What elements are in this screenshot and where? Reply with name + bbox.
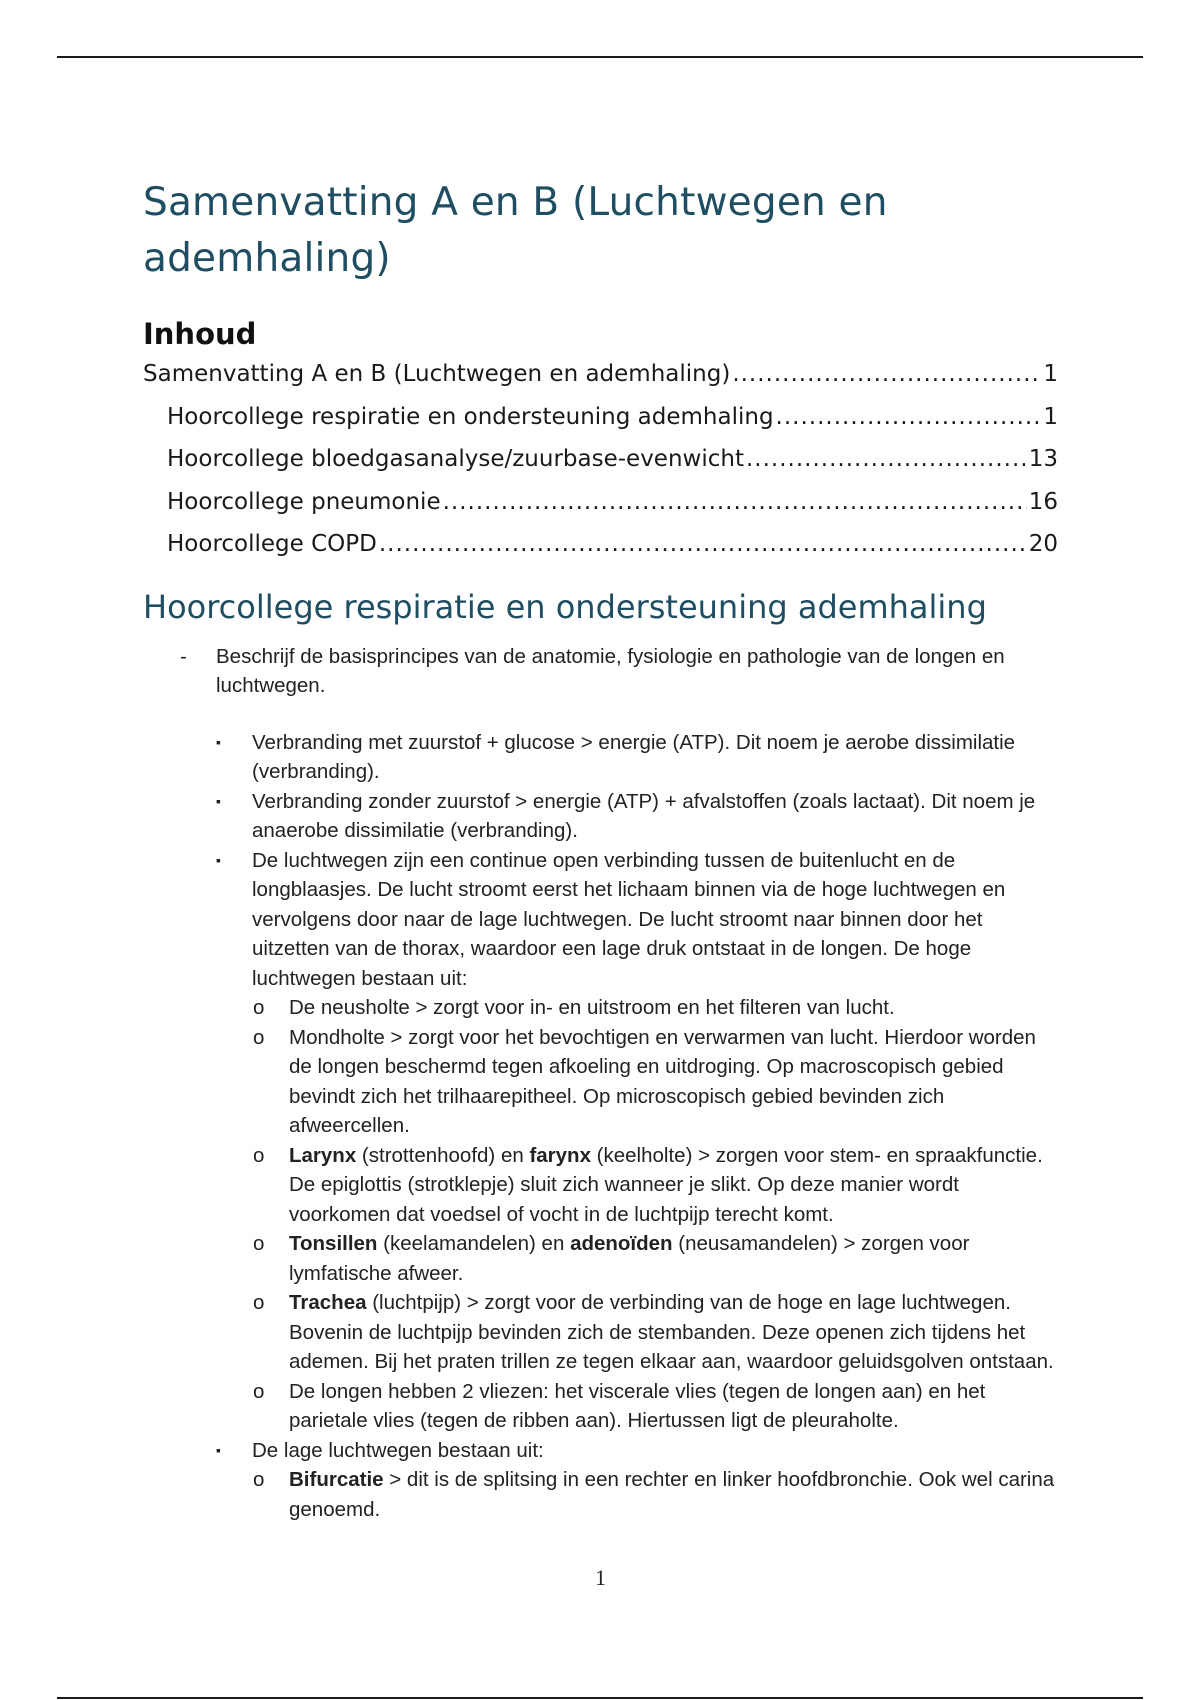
list-item-text: Beschrijf de basisprincipes van de anatomie, fysiologie en pathologie van de longen en luchtwegen.: [216, 644, 1005, 697]
bullet-item: [143, 728, 1058, 787]
section-body: [143, 642, 1058, 1525]
toc-leader-dots: [443, 489, 1027, 515]
section-heading: Hoorcollege respiratie en ondersteuning ademhaling: [143, 587, 987, 626]
toc-entry[interactable]: [143, 531, 1058, 574]
toc-entry-page: 13: [1028, 446, 1058, 472]
dash-marker: -: [180, 644, 187, 668]
page-number: 1: [595, 1565, 606, 1590]
bullet-text: De lage luchtwegen bestaan uit:: [252, 1438, 544, 1462]
sub-bullet-text: (keelamandelen) en: [377, 1232, 571, 1255]
toc-entry-label: Hoorcollege COPD: [167, 531, 377, 557]
toc-entry[interactable]: [143, 446, 1058, 489]
bullet-item: [143, 1436, 1058, 1466]
sub-bullet-item: [143, 1141, 1058, 1230]
sub-bullet-item: [143, 1229, 1058, 1288]
toc-leader-dots: [776, 404, 1042, 430]
square-bullet-icon: ▪: [216, 1441, 221, 1458]
circle-bullet-icon: o: [253, 1291, 265, 1314]
toc-entry-page: 16: [1028, 488, 1058, 515]
sub-bullet-text: (luchtpijp) > zorgt voor de verbinding van de hoge en lage luchtwegen. Bovenin de luchtpijp bevinden zich de stembanden. Deze openen zich tijdens het ademen. Bij het praten trillen ze tegen elkaar aan, waardoor geluidsgolven ontstaan.: [289, 1291, 1054, 1373]
toc-entry-page: 20: [1028, 531, 1058, 557]
bullet-text: Verbranding met zuurstof + glucose > energie (ATP). Dit noem je aerobe dissimilatie (verbranding).: [252, 730, 1016, 783]
term-tonsillen: Tonsillen: [289, 1232, 378, 1255]
circle-bullet-icon: o: [253, 1468, 265, 1491]
toc-entry-label: Hoorcollege respiratie en ondersteuning ademhaling: [167, 403, 774, 430]
sub-bullet-item: [143, 993, 1058, 1023]
term-bifurcatie: Bifurcatie: [289, 1468, 384, 1491]
circle-bullet-icon: o: [253, 996, 265, 1019]
term-larynx: Larynx: [289, 1143, 357, 1167]
sub-bullet-text: De longen hebben 2 vliezen: het viscerale vlies (tegen de longen aan) en het parietale vlies (tegen de ribben aan). Hiertussen ligt de pleuraholte.: [289, 1379, 986, 1432]
circle-bullet-icon: o: [253, 1025, 265, 1049]
document-title: Samenvatting A en B (Luchtwegen en ademhaling): [143, 180, 888, 281]
toc-entry-label: Hoorcollege pneumonie: [167, 488, 441, 515]
square-bullet-icon: ▪: [216, 851, 221, 868]
square-bullet-icon: ▪: [216, 733, 221, 750]
toc-entry[interactable]: [143, 361, 1058, 404]
dash-list-item: [143, 642, 1058, 701]
toc-entry-label: Hoorcollege bloedgasanalyse/zuurbase-evenwicht: [167, 446, 744, 472]
toc-leader-dots: [746, 446, 1027, 472]
toc-entry-page: 1: [1043, 361, 1058, 387]
footer-rule: [57, 1697, 1143, 1699]
sub-bullet-text: Mondholte > zorgt voor het bevochtigen en verwarmen van lucht. Hierdoor worden de longen beschermd tegen afkoeling en uitdroging. Op macroscopisch gebied bevindt zich het trilhaarepitheel. Op microscopisch gebied bevinden zich afweercellen.: [289, 1025, 1036, 1137]
sub-bullet-text: (neusamandelen) > zorgen voor lymfatische afweer.: [289, 1232, 970, 1285]
toc-leader-dots: [732, 361, 1041, 387]
toc-entry[interactable]: [143, 404, 1058, 447]
header-rule: [57, 56, 1143, 58]
circle-bullet-icon: o: [253, 1232, 265, 1255]
term-farynx: farynx: [529, 1143, 591, 1167]
bullet-item: [143, 787, 1058, 846]
sub-bullet-text: > dit is de splitsing in een rechter en linker hoofdbronchie. Ook wel carina genoemd.: [289, 1468, 1055, 1521]
toc-entry-page: 1: [1043, 403, 1058, 430]
sub-bullet-item: [143, 1377, 1058, 1436]
sub-bullet-text: (strottenhoofd) en: [356, 1143, 530, 1167]
circle-bullet-icon: o: [253, 1379, 265, 1403]
sub-bullet-text: (keelholte) > zorgen voor stem- en spraakfunctie. De epiglottis (strotklepje) sluit zich wanneer je slikt. Op deze manier wordt voorkomen dat voedsel of vocht in de luchtpijp terecht komt.: [289, 1143, 1043, 1226]
document-page: [143, 175, 1058, 1590]
table-of-contents: [143, 361, 1058, 574]
sub-bullet-item: [143, 1288, 1058, 1377]
toc-heading: Inhoud: [143, 317, 257, 351]
toc-entry[interactable]: [143, 489, 1058, 532]
bullet-text: Verbranding zonder zuurstof > energie (ATP) + afvalstoffen (zoals lactaat). Dit noem je anaerobe dissimilatie (verbranding).: [252, 789, 1036, 842]
toc-leader-dots: [379, 531, 1027, 557]
sub-bullet-item: [143, 1023, 1058, 1141]
bullet-text: De luchtwegen zijn een continue open verbinding tussen de buitenlucht en de longblaasjes. De lucht stroomt eerst het lichaam binnen via de hoge luchtwegen en vervolgens door naar de lage luchtwegen. De lucht stroomt naar binnen door het uitzetten van de thorax, waardoor een lage druk ontstaat in de longen. De hoge luchtwegen bestaan uit:: [252, 848, 1006, 990]
sub-bullet-text: De neusholte > zorgt voor in- en uitstroom en het filteren van lucht.: [289, 996, 895, 1019]
term-trachea: Trachea: [289, 1291, 367, 1314]
sub-bullet-item: [143, 1465, 1058, 1524]
circle-bullet-icon: o: [253, 1143, 265, 1167]
toc-entry-label: Samenvatting A en B (Luchtwegen en ademhaling): [143, 361, 731, 387]
square-bullet-icon: ▪: [216, 792, 221, 809]
term-adenoiden: adenoïden: [570, 1232, 673, 1255]
bullet-item: [143, 846, 1058, 994]
